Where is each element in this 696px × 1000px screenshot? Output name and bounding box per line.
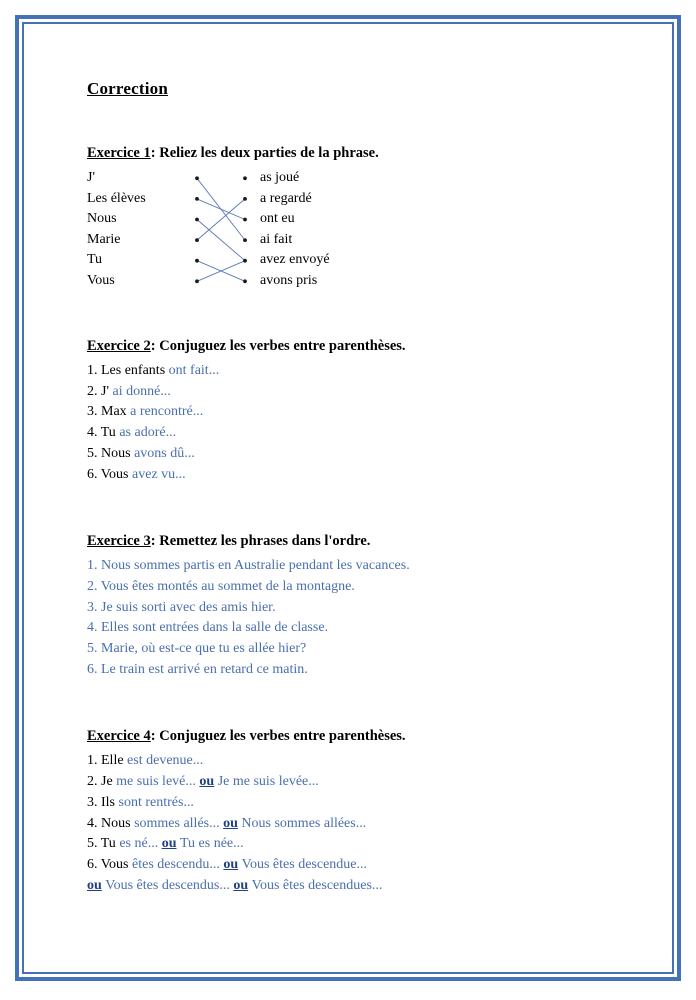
alternative-conjunction: ou [223,856,239,872]
matching-right-item: ont eu [260,211,295,227]
answer-line: 4. Elles sont entrées dans la salle de classe. [87,620,329,636]
matching-right-dot[interactable] [243,279,247,283]
exercise-4-heading [87,728,607,745]
alternative-conjunction: ou [87,877,102,893]
answer-alternative: Nous sommes allées... [241,815,367,831]
matching-left-dot[interactable] [195,197,199,201]
answer-line [87,444,607,465]
answer-alternative: Vous êtes descendus... [105,877,230,893]
matching-right-item: as joué [260,170,300,185]
answer-value: est devenue... [127,753,204,769]
matching-right-column [260,168,460,292]
answer-number: 2. [87,383,101,399]
matching-right-item: ai fait [260,231,293,247]
matching-connection-line[interactable] [197,178,245,240]
answer-line [87,814,607,835]
matching-left-dot[interactable] [195,259,199,263]
answer-line [87,402,607,423]
answer-prefix: Ils [101,794,119,810]
answer-line: 2. Vous êtes montés au sommet de la montagne. [87,578,355,594]
answer-number: 2. [87,774,101,790]
answer-line [87,772,607,793]
answer-value: ai donné... [112,383,171,399]
answer-line: 5. Marie, où est-ce que tu es allée hier? [87,641,307,657]
answer-line: 3. Je suis sorti avec des amis hier. [87,599,276,615]
alternative-conjunction: ou [223,815,238,831]
answer-line: 6. Le train est arrivé en retard ce matin. [87,661,308,677]
answer-prefix: Les enfants [101,363,169,378]
matching-connection-line[interactable] [197,261,245,282]
answer-value: avons dû... [134,445,195,461]
answer-value: me suis levé... [116,774,196,790]
exercise-4-instruction: Conjuguez les verbes entre parenthèses. [159,728,406,745]
exercise-2-label: Exercice 2 [87,338,151,354]
answer-value: a rencontré... [130,404,204,420]
matching-left-item: J' [87,170,95,185]
answer-line [87,793,607,814]
exercise-1-label: Exercice 1 [87,145,151,161]
matching-connection-line[interactable] [197,199,245,240]
exercise-4-label: Exercice 4 [87,728,151,745]
alternative-conjunction: ou [199,774,215,790]
answer-number: 4. [87,425,101,441]
answer-number: 1. [87,363,101,378]
exercise-3-label: Exercice 3 [87,533,151,550]
matching-connection-line[interactable] [197,220,245,261]
answer-value: es né... [119,836,159,852]
matching-left-column [87,168,187,292]
answer-value: as adoré... [119,425,177,441]
answer-prefix: Vous [100,856,133,872]
answer-line [87,423,607,444]
answer-continuation-line [87,876,607,897]
exercise-3-heading [87,533,607,550]
answer-value: êtes descendu... [132,856,220,872]
matching-left-item: Marie [87,231,121,247]
matching-left-item: Les élèves [87,190,146,206]
page-border-outer [15,15,681,981]
page-title: Correction [87,79,168,98]
matching-right-item: avez envoyé [260,252,330,268]
answer-value: sommes allés... [134,815,220,831]
page-border-inner [22,22,674,974]
exercise-2-block [87,338,607,485]
answer-number: 5. [87,445,101,461]
alternative-conjunction: ou [161,836,177,852]
matching-left-dot[interactable] [195,176,199,180]
answer-prefix: Tu [100,836,120,852]
answer-alternative: Je me suis levée... [217,774,319,790]
answer-line [87,382,607,403]
matching-right-dot[interactable] [243,218,247,222]
answer-number: 6. [87,466,101,482]
answer-value: avez vu... [132,466,186,482]
exercise-3-block [87,533,607,680]
exercise-1-block [87,145,607,292]
exercise-2-heading [87,338,607,355]
answer-prefix: Max [101,404,131,420]
document-page [24,24,672,972]
exercise-2-separator: : [150,338,160,354]
answer-line: 1. Nous sommes partis en Australie pendant les vacances. [87,558,410,574]
answer-line [87,855,607,876]
matching-left-item: Vous [87,272,115,288]
answer-number: 4. [87,815,101,831]
matching-left-dot[interactable] [195,279,199,283]
answer-line [87,834,607,855]
answer-number: 1. [87,753,101,769]
answer-number: 3. [87,404,101,420]
answer-number: 5. [87,836,101,852]
answer-number: 6. [87,856,101,872]
answer-prefix: Nous [101,815,135,831]
document-content [87,79,607,918]
matching-connection-line[interactable] [197,199,245,220]
answer-prefix: Nous [101,445,135,461]
answer-line [87,465,607,486]
exercise-1-separator: : [150,145,160,161]
exercise-4-block [87,728,607,896]
matching-left-dot[interactable] [195,238,199,242]
exercise-1-instruction: Reliez les deux parties de la phrase. [159,145,379,161]
answer-alternative: Vous êtes descendue... [241,856,367,872]
answer-line [87,361,607,382]
exercise-3-instruction: Remettez les phrases dans l'ordre. [159,533,371,550]
answer-alternative: Tu es née... [180,836,244,852]
answer-line [87,751,607,772]
answer-prefix: J' [101,383,113,399]
matching-right-dot[interactable] [243,238,247,242]
answer-number: 3. [87,794,101,810]
answer-value: sont rentrés... [118,794,194,810]
answer-prefix: Je [101,774,117,790]
answer-prefix: Tu [100,425,120,441]
exercise-3-separator: : [150,533,160,550]
matching-right-dot[interactable] [243,197,247,201]
matching-right-dot[interactable] [243,176,247,180]
matching-right-dot[interactable] [243,259,247,263]
exercise-4-separator: : [150,728,160,745]
answer-prefix: Elle [101,753,128,769]
answer-alternative: Vous êtes descendues... [251,877,383,893]
answer-value: ont fait... [168,363,220,378]
matching-left-item: Nous [87,211,117,227]
matching-exercise [87,168,487,292]
matching-left-dot[interactable] [195,218,199,222]
matching-right-item: a regardé [260,190,312,206]
matching-right-item: avons pris [260,272,318,288]
alternative-conjunction: ou [233,877,249,893]
exercise-1-heading [87,145,607,162]
exercise-2-instruction: Conjuguez les verbes entre parenthèses. [159,338,406,354]
matching-connection-line[interactable] [197,261,245,282]
answer-prefix: Vous [100,466,133,482]
matching-left-item: Tu [87,252,103,268]
